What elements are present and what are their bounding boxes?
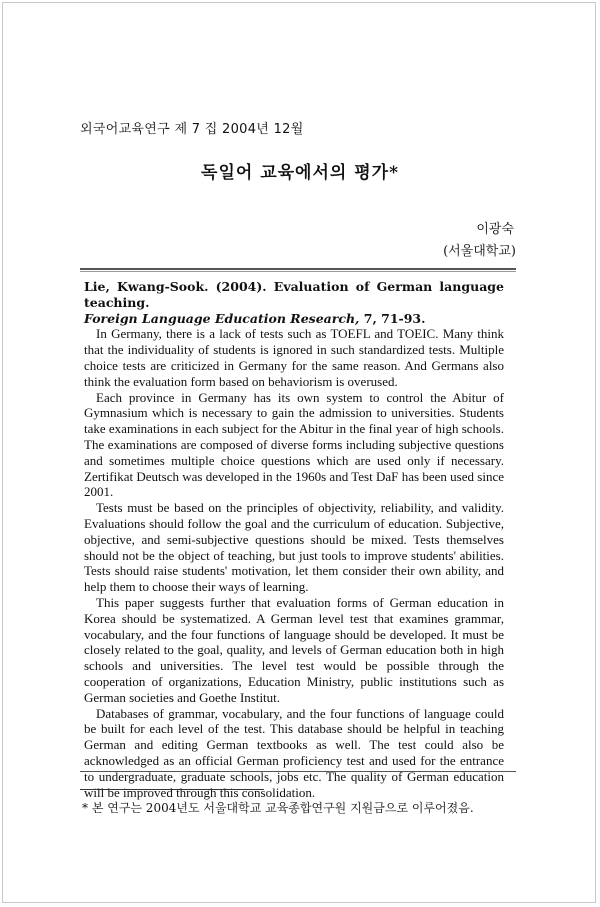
- footnote-rule: [80, 789, 264, 790]
- abstract: [84, 279, 504, 800]
- abstract-paragraph: Each province in Germany has its own system to control the Abitur of Gymnasium which is necessary to gain the admission to universities. Students take examinations in each subject for the Abitur in the final year of high schools. The examinations are composed of diverse forms including subjective questions and sometimes multiple choice questions which are used only if necessary. Zertifikat Deutsch was developed in the 1960s and Test DaF has been used since 2001.: [84, 389, 504, 500]
- abstract-bottom-rule: [80, 771, 516, 772]
- abstract-paragraph: Tests must be based on the principles of objectivity, reliability, and validity. Evaluations should follow the goal and the curriculum of education. Subjective, objective, and semi-subjective questions should be mixed. Tests themselves should not be the object of teaching, but just tools to improve students' abilities. Tests should raise students' motivation, let them consider their own ability, and help them to choose their ways of learning.: [84, 500, 504, 595]
- footnote: * 본 연구는 2004년도 서울대학교 교육종합연구원 지원금으로 이루어졌음.: [82, 801, 474, 815]
- paper-title: 독일어 교육에서의 평가*: [201, 163, 399, 183]
- author-affiliation: (서울대학교): [443, 244, 516, 259]
- journal-header: 외국어교육연구 제 7 집 2004년 12월: [80, 122, 304, 137]
- citation: [84, 279, 504, 326]
- abstract-paragraph: In Germany, there is a lack of tests such as TOEFL and TOEIC. Many think that the individuality of students is ignored in such standardized tests. Multiple choice tests are criticized in Germany for the same reason. And Germans also think the evaluation form based on behaviorism is overused.: [84, 326, 504, 389]
- citation-journal: Foreign Language Education Research,: [84, 310, 360, 326]
- abstract-top-rule: [80, 268, 516, 272]
- citation-prefix: Lie, Kwang-Sook. (2004). Evaluation of German language teaching.: [84, 279, 504, 310]
- abstract-paragraph: This paper suggests further that evaluation forms of German education in Korea should be systematized. A German level test that examines grammar, vocabulary, and the four functions of language should be developed. It must be closely related to the goal, quality, and levels of German education both in high schools and universities. The level test would be possible through the cooperation of organizations, Education Ministry, public institutions such as German societies and Goethe Institut.: [84, 594, 504, 705]
- citation-details: 7, 71-93.: [359, 310, 426, 326]
- abstract-paragraph: Databases of grammar, vocabulary, and the four functions of language could be built for each level of the test. This database should be helpful in teaching German and editing German textbooks as well. The test could also be acknowledged as an official German proficiency test and used for the entrance to undergraduate, graduate schools, jobs etc. The quality of German education will be improved through this consolidation.: [84, 705, 504, 800]
- author-name: 이광숙: [476, 222, 514, 237]
